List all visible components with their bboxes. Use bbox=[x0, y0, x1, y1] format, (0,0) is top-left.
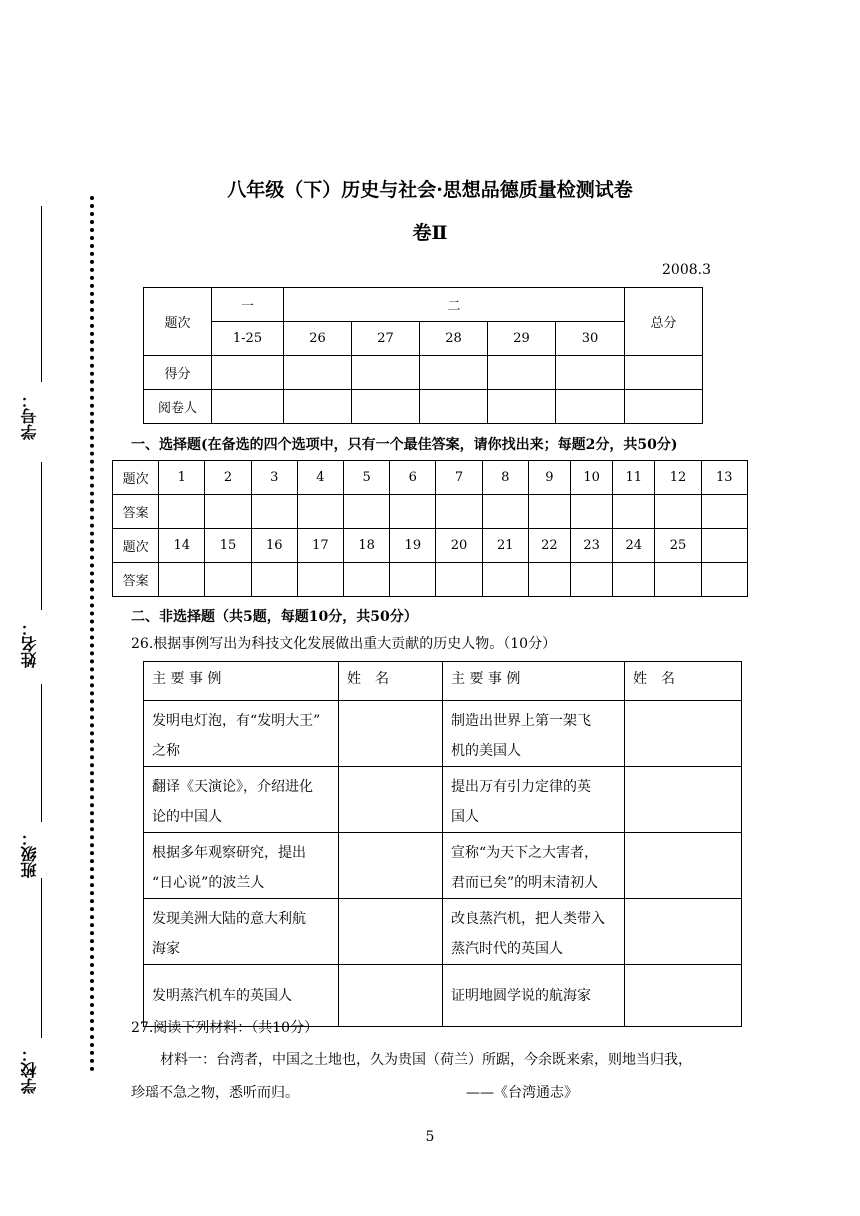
q26-example-text: 发现美洲大陆的意大利航 bbox=[152, 911, 306, 927]
mc-answer-cell[interactable] bbox=[205, 495, 251, 529]
q26-header-name: 姓 名 bbox=[625, 662, 742, 701]
q26-example-text: 发明蒸汽机车的英国人 bbox=[152, 987, 292, 1004]
q26-example-text: 之称 bbox=[152, 743, 180, 759]
q26-example-text: 制造出世界上第一架飞 bbox=[451, 713, 591, 729]
exam-subtitle: 卷Ⅱ bbox=[412, 222, 448, 244]
q26-example-text: “日心说”的波兰人 bbox=[152, 875, 265, 891]
q26-table bbox=[143, 661, 742, 1027]
mc-number: 18 bbox=[344, 529, 390, 563]
mc-answer-cell[interactable] bbox=[344, 495, 390, 529]
mc-answer-cell[interactable] bbox=[482, 495, 528, 529]
q26-answer-cell[interactable] bbox=[339, 701, 443, 767]
q26-example-cell bbox=[443, 833, 625, 899]
score-part2-header: 二 bbox=[284, 288, 625, 322]
q26-prompt: 26.根据事例写出为科技文化发展做出重大贡献的历史人物。（10分） bbox=[131, 636, 557, 652]
q26-example-cell bbox=[443, 701, 625, 767]
q26-example-text: 证明地圆学说的航海家 bbox=[451, 987, 591, 1004]
school-label: 学校： bbox=[20, 1046, 39, 1094]
mc-answer-cell[interactable] bbox=[613, 495, 655, 529]
school-line bbox=[41, 878, 42, 1038]
mc-answer-cell[interactable] bbox=[297, 563, 343, 597]
section1-heading: 一、选择题(在备选的四个选项中，只有一个最佳答案，请你找出来；每题2分，共50分) bbox=[131, 437, 678, 453]
q26-example-cell bbox=[443, 899, 625, 965]
grader-cell[interactable] bbox=[212, 390, 284, 424]
mc-answer-cell[interactable] bbox=[297, 495, 343, 529]
mc-answer-cell[interactable] bbox=[436, 563, 482, 597]
q26-example-text: 根据多年观察研究，提出 bbox=[152, 845, 306, 861]
mc-answer-cell[interactable] bbox=[159, 563, 205, 597]
name-line bbox=[41, 462, 42, 610]
mc-answer-cell[interactable] bbox=[159, 495, 205, 529]
q26-example-text: 宣称“为天下之大害者， bbox=[451, 845, 599, 861]
mc-answer-cell[interactable] bbox=[571, 495, 613, 529]
mc-number: 5 bbox=[344, 461, 390, 495]
mc-number: 12 bbox=[655, 461, 701, 495]
score-total-header: 总分 bbox=[625, 288, 703, 356]
class-line bbox=[41, 684, 42, 822]
grader-cell[interactable] bbox=[625, 390, 703, 424]
q27-material-line1: 材料一：台湾者，中国之土地也，久为贵国（荷兰）所踞，今余既来索，则地当归我， bbox=[160, 1052, 692, 1068]
mc-answer-cell[interactable] bbox=[701, 495, 747, 529]
score-cell[interactable] bbox=[352, 356, 420, 390]
q26-example-cell bbox=[443, 965, 625, 1027]
mc-number: 22 bbox=[528, 529, 570, 563]
q26-example-text: 君而已矣”的明末清初人 bbox=[451, 875, 599, 891]
q26-header-example: 主 要 事 例 bbox=[443, 662, 625, 701]
exam-date: 2008.3 bbox=[662, 262, 711, 278]
mc-number: 2 bbox=[205, 461, 251, 495]
q26-example-text: 论的中国人 bbox=[152, 809, 222, 825]
q26-example-text: 改良蒸汽机，把人类带入 bbox=[451, 911, 605, 927]
q26-example-cell bbox=[443, 767, 625, 833]
score-cell[interactable] bbox=[212, 356, 284, 390]
q26-example-cell bbox=[144, 767, 339, 833]
mc-number: 16 bbox=[251, 529, 297, 563]
mc-row-label: 题次 bbox=[113, 461, 159, 495]
q26-header-example: 主 要 事 例 bbox=[144, 662, 339, 701]
mc-answer-cell[interactable] bbox=[571, 563, 613, 597]
mc-row-label: 题次 bbox=[113, 529, 159, 563]
mc-number: 15 bbox=[205, 529, 251, 563]
mc-number: 3 bbox=[251, 461, 297, 495]
mc-number: 11 bbox=[613, 461, 655, 495]
mc-number: 8 bbox=[482, 461, 528, 495]
score-subcol: 26 bbox=[284, 322, 352, 356]
q27-material-line2: 珍瑶不急之物，悉听而归。 bbox=[131, 1085, 299, 1101]
score-table bbox=[143, 287, 703, 424]
mc-answer-label: 答案 bbox=[113, 563, 159, 597]
mc-number: 6 bbox=[390, 461, 436, 495]
student-name-label: 姓名： bbox=[20, 620, 39, 668]
mc-answer-label: 答案 bbox=[113, 495, 159, 529]
q26-answer-cell[interactable] bbox=[625, 965, 742, 1027]
grader-cell[interactable] bbox=[420, 390, 488, 424]
mc-number: 1 bbox=[159, 461, 205, 495]
mc-number: 21 bbox=[482, 529, 528, 563]
class-label: 班级： bbox=[20, 830, 39, 878]
q26-answer-cell[interactable] bbox=[339, 833, 443, 899]
mc-number: 24 bbox=[613, 529, 655, 563]
mc-number: 20 bbox=[436, 529, 482, 563]
mc-answer-cell[interactable] bbox=[344, 563, 390, 597]
q26-example-text: 海家 bbox=[152, 941, 180, 957]
q26-example-text: 蒸汽时代的英国人 bbox=[451, 941, 563, 957]
mc-number: 7 bbox=[436, 461, 482, 495]
mc-number bbox=[701, 529, 747, 563]
q26-answer-cell[interactable] bbox=[339, 899, 443, 965]
q26-example-cell bbox=[144, 899, 339, 965]
mc-answer-cell[interactable] bbox=[613, 563, 655, 597]
q26-header-name: 姓 名 bbox=[339, 662, 443, 701]
score-cell[interactable] bbox=[488, 356, 556, 390]
score-subcol: 30 bbox=[556, 322, 625, 356]
q26-answer-cell[interactable] bbox=[339, 767, 443, 833]
q26-answer-cell[interactable] bbox=[625, 767, 742, 833]
mc-answer-cell[interactable] bbox=[701, 563, 747, 597]
mc-answer-cell[interactable] bbox=[205, 563, 251, 597]
mc-answer-cell[interactable] bbox=[655, 495, 701, 529]
grader-cell[interactable] bbox=[284, 390, 352, 424]
score-subcol: 27 bbox=[352, 322, 420, 356]
q26-example-text: 机的美国人 bbox=[451, 743, 521, 759]
mc-answer-cell[interactable] bbox=[251, 563, 297, 597]
mc-number: 23 bbox=[571, 529, 613, 563]
score-cell[interactable] bbox=[556, 356, 625, 390]
grader-cell[interactable] bbox=[488, 390, 556, 424]
mc-number: 9 bbox=[528, 461, 570, 495]
mc-number: 4 bbox=[297, 461, 343, 495]
score-cell[interactable] bbox=[284, 356, 352, 390]
q26-answer-cell[interactable] bbox=[625, 701, 742, 767]
score-cell[interactable] bbox=[625, 356, 703, 390]
grader-cell[interactable] bbox=[352, 390, 420, 424]
score-col-label: 题次 bbox=[144, 288, 212, 356]
score-subcol: 1-25 bbox=[212, 322, 284, 356]
score-cell[interactable] bbox=[420, 356, 488, 390]
q26-example-text: 提出万有引力定律的英 bbox=[451, 779, 591, 795]
score-subcol: 29 bbox=[488, 322, 556, 356]
q26-answer-cell[interactable] bbox=[625, 833, 742, 899]
mc-answer-cell[interactable] bbox=[390, 495, 436, 529]
section2-heading: 二、非选择题（共5题，每题10分，共50分） bbox=[131, 609, 418, 625]
mc-answer-cell[interactable] bbox=[390, 563, 436, 597]
q26-example-text: 国人 bbox=[451, 809, 479, 825]
q27-source: ——《台湾通志》 bbox=[466, 1085, 578, 1101]
q26-example-text: 翻译《天演论》，介绍进化 bbox=[152, 779, 313, 795]
q26-answer-cell[interactable] bbox=[339, 965, 443, 1027]
binding-dotted-line bbox=[90, 196, 94, 1072]
mc-number: 10 bbox=[571, 461, 613, 495]
page-number: 5 bbox=[425, 1129, 435, 1145]
mc-answer-cell[interactable] bbox=[528, 563, 570, 597]
mc-answer-cell[interactable] bbox=[655, 563, 701, 597]
grader-row-label: 阅卷人 bbox=[144, 390, 212, 424]
q26-answer-cell[interactable] bbox=[625, 899, 742, 965]
q27-prompt: 27.阅读下列材料：（共10分） bbox=[131, 1020, 319, 1036]
mc-answer-cell[interactable] bbox=[251, 495, 297, 529]
multiple-choice-answer-table bbox=[112, 460, 748, 597]
q26-example-cell bbox=[144, 833, 339, 899]
mc-number: 13 bbox=[701, 461, 747, 495]
score-part1-header: 一 bbox=[212, 288, 284, 322]
score-row-label: 得分 bbox=[144, 356, 212, 390]
exam-title: 八年级（下）历史与社会·思想品德质量检测试卷 bbox=[227, 179, 633, 201]
score-subcol: 28 bbox=[420, 322, 488, 356]
q26-example-cell bbox=[144, 701, 339, 767]
student-number-label: 学号： bbox=[20, 392, 39, 440]
grader-cell[interactable] bbox=[556, 390, 625, 424]
mc-number: 14 bbox=[159, 529, 205, 563]
mc-number: 19 bbox=[390, 529, 436, 563]
q26-example-text: 发明电灯泡，有“发明大王” bbox=[152, 713, 321, 729]
mc-answer-cell[interactable] bbox=[482, 563, 528, 597]
mc-answer-cell[interactable] bbox=[436, 495, 482, 529]
mc-number: 25 bbox=[655, 529, 701, 563]
mc-number: 17 bbox=[297, 529, 343, 563]
mc-answer-cell[interactable] bbox=[528, 495, 570, 529]
